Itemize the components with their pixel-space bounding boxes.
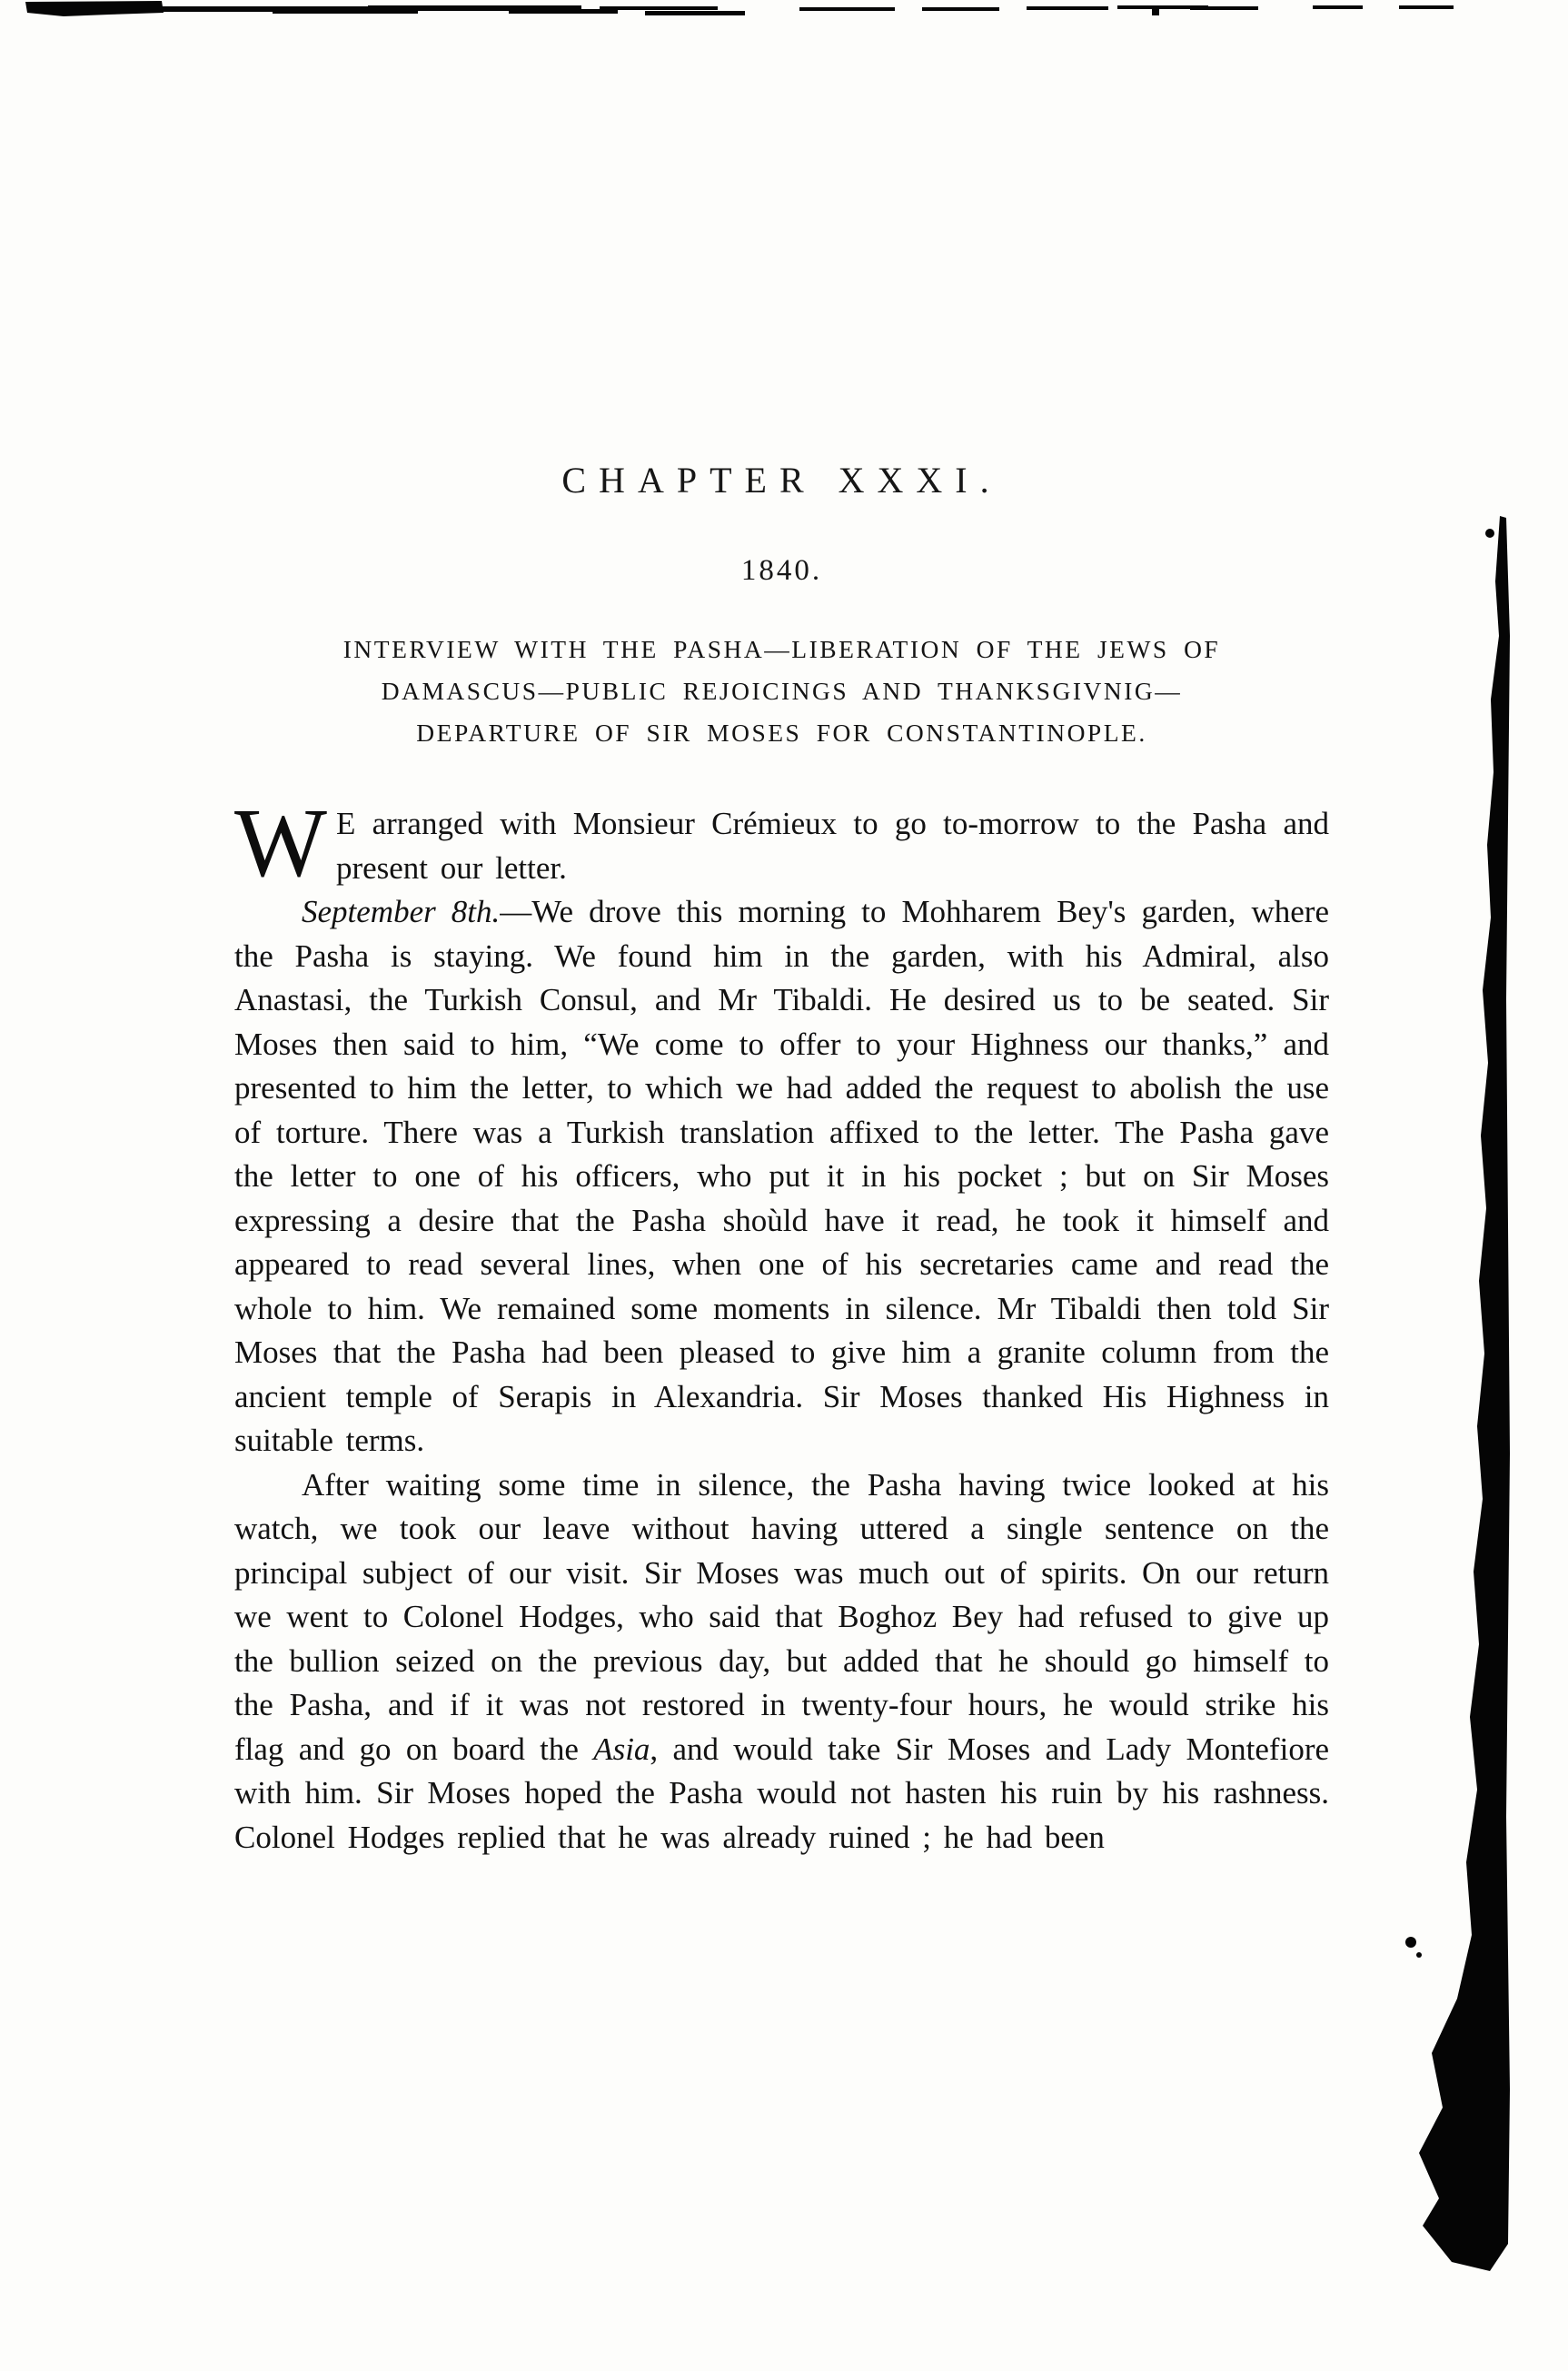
text-segment: —We drove this morning to Mohharem Bey's garden, where the Pasha is staying. We found him in the garden, with his Admiral, also Anastasi, the Turkish Consul, and Mr Tibaldi. He desired us to be seated. Sir Moses then said to him, “We come to offer to your Highness our thanks,” and presented to him the letter, to which we had added the request to abolish the use of torture. There was a Turkish translation affixed to the letter. The Pasha gave the letter to one of his officers, who put it in his pocket ; but on Sir Moses expressing a desire that the Pasha shoùld have it read, he took it himself and appeared to read several lines, when one of his secretaries came and read the whole to him. We remained some moments in silence. Mr Tibaldi then told Sir Moses that the Pasha had been pleased to give him a granite column from the ancient temple of Serapis in Alexandria. Sir Moses thanked His Highness in suitable terms.: [234, 894, 1329, 1458]
text-segment: E arranged with Monsieur Crémieux to go to-morrow to the Pasha and present our letter.: [335, 806, 1329, 886]
chapter-heading: CHAPTER XXXI.: [561, 460, 1002, 501]
paragraph-september-8th: [234, 890, 1329, 1463]
paragraph-opening: [234, 789, 1329, 898]
italic-text-segment: September 8th.: [302, 894, 501, 929]
summary-line: DAMASCUS—PUBLIC REJOICINGS AND THANKSGIVNIG—: [381, 677, 1183, 705]
text-segment: , and would take Sir Moses and Lady Montefiore with him. Sir Moses hoped the Pasha would not hasten his ruin by his rashness. Colonel Hodges replied that he was already ruined ; he had been: [234, 1731, 1330, 1855]
scan-artifact-top-edge: [0, 0, 1568, 27]
summary-line: DEPARTURE OF SIR MOSES FOR CONSTANTINOPLE.: [416, 719, 1147, 747]
drop-cap: W: [234, 789, 327, 898]
chapter-summary: [216, 629, 1347, 754]
italic-text-segment: Asia: [593, 1731, 650, 1767]
paragraph-after-waiting: [234, 1463, 1329, 1860]
text-segment: After waiting some time in silence, the Pasha having twice looked at his watch, we took our leave without having uttered a single sentence on the principal subject of our visit. Sir Moses was much out of spirits. On our return we went to Colonel Hodges, who said that Boghoz Bey had refused to give up the bullion seized on the previous day, but added that he should go himself to the Pasha, and if it was not restored in twenty-four hours, he would strike his flag and go on board the: [234, 1466, 1329, 1767]
body-text: [234, 789, 1330, 1860]
summary-line: INTERVIEW WITH THE PASHA—LIBERATION OF THE JEWS OF: [342, 635, 1221, 663]
chapter-date: 1840.: [740, 554, 823, 587]
